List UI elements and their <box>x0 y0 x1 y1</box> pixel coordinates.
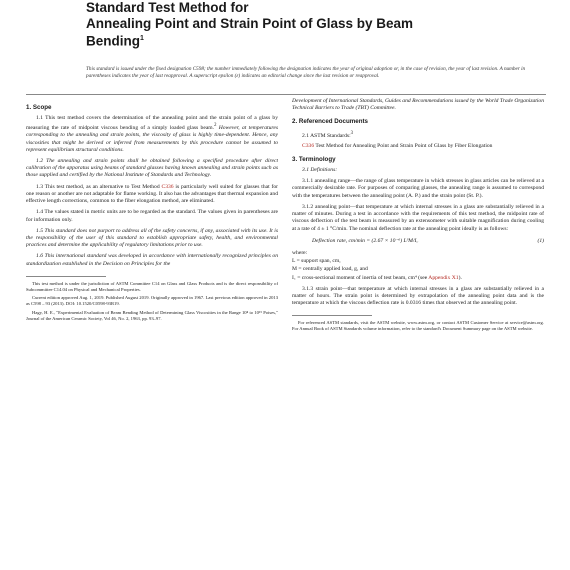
equation-1 <box>312 238 544 245</box>
where-item-m: M = centrally applied load, g, and <box>292 266 368 273</box>
footnote-1b: Current edition approved Aug. 1, 2019. Published August 2019. Originally approved in 1967. Last previous edition approved in 2013 as C598 – 93 (2013). DOI: 10.1520/C0598-93R19. <box>26 295 278 307</box>
appendix-link[interactable]: Appendix X1 <box>428 274 459 281</box>
where-label: where: <box>292 249 308 256</box>
para-1-6: 1.6 This international standard was developed in accordance with internationally recognized principles on standardization established in the Decision on Principles for the <box>26 253 278 267</box>
left-column <box>26 98 278 570</box>
title-line-3: Bending$^1$ <box>86 33 144 49</box>
footnote-divider-right <box>292 315 372 316</box>
para-1-6-cont: Development of International Standards, Guides and Recommendations issued by the World Trade Organization Technical Barriers to Trade (TBT) Committee. <box>292 98 544 112</box>
title-line-1: Standard Test Method for <box>86 0 249 15</box>
para-1-1: 1.1 This test method covers the determination of the annealing point and the strain point of a glass by measuring the rate of midpoint viscous bending of a simply loaded glass beam.$^2$ However, at temperatures corresponding to the annealing and strain points, the viscosity of glass is highly time-dependent. Hence, any viscosities that might be derived or inferred from measurements by this procedure cannot be assumed to represent equilibrium structural conditions. <box>26 115 278 153</box>
def-3-1: 3.1 Definitions: <box>302 167 338 174</box>
para-1-4: 1.4 The values stated in metric units are to be regarded as the standard. The values given in parentheses are for information only. <box>26 209 278 223</box>
equation-text: Deflection rate, cm/min = (2.67 × 10⁻⁶) L³M/I꜀ <box>312 237 419 244</box>
footnote-1: This test method is under the jurisdiction of ASTM Committee C14 on Glass and Glass Products and is the direct responsibility of Subcommittee C14.04 on Physical and Mechanical Properties. <box>26 280 278 292</box>
para-1-5: 1.5 This standard does not purport to address all of the safety concerns, if any, associated with its use. It is the responsibility of the user of this standard to establish appropriate safety, health, and environmental practices and determine the applicability of regulatory limitations prior to use. <box>26 227 278 249</box>
title-line-2: Annealing Point and Strain Point of Glass by Beam <box>86 15 414 31</box>
ref-c336-link[interactable]: C336 <box>302 142 315 149</box>
def-3-1-3: 3.1.3 strain point—that temperature at which internal stresses in a glass are substantially relieved in a matter of hours. The strain point is determined by extrapolation of the annealing point data and is the temperature at which the viscous deflection rate is 0.0316 times that observed at the annealing point. <box>292 285 544 307</box>
footnote-2: Hagy, H. E., "Experimental Evaluation of Beam Bending Method of Determining Glass Viscosities in the Range 10⁸ to 10¹⁵ Poises," Journal of the American Ceramic Society, Vol 46, No. 2, 1963, pp. 93–97. <box>26 309 278 321</box>
where-item-ic: I꜀ = cross-sectional moment of inertia of test beam, cm⁴ (see Appendix X1). <box>292 274 462 281</box>
para-1-3: 1.3 This test method, as an alternative to Test Method C336 is particularly well suited for glasses that for one reason or another are not adaptable for flame working. It also has the advantages that thermal expansion and effective length corrections, common to the fiber elongation method, are eliminated. <box>26 183 278 205</box>
footnote-divider <box>26 276 106 277</box>
header-divider <box>26 94 546 95</box>
referenced-docs-heading: 2. Referenced Documents <box>292 118 368 126</box>
ref-c336: C336 Test Method for Annealing Point and Strain Point of Glass by Fiber Elongation <box>302 142 493 149</box>
terminology-heading: 3. Terminology <box>292 155 336 163</box>
right-column <box>292 98 544 570</box>
scope-heading: 1. Scope <box>26 104 52 111</box>
equation-number: (1) <box>537 237 544 244</box>
document-title <box>86 0 516 49</box>
para-1-2: 1.2 The annealing and strain points shall be obtained following a specified procedure after direct calibration of the apparatus using beams of standard glasses having known annealing and strain points such as those supplied and certified by the National Institute of Standards and Technology. <box>26 158 278 179</box>
title-footnote-mark: 1 <box>140 35 144 42</box>
ref-2-1: 2.1 ASTM Standards:$^3$ <box>302 130 353 139</box>
footnote-3: For referenced ASTM standards, visit the ASTM website, www.astm.org, or contact ASTM Customer Service at service@astm.org. For Annual Book of ASTM Standards volume information, refer to the standard's Document Summary page on the ASTM website. <box>292 320 544 332</box>
link-c336[interactable]: C336 <box>161 183 174 190</box>
designation-notice: This standard is issued under the fixed designation C598; the number immediately following the designation indicates the year of original adoption or, in the case of revision, the year of last revision. A number in parentheses indicates the year of last reapproval. A superscript epsilon (ε) indicates an editorial change since the last revision or reapproval. <box>86 66 526 79</box>
where-item-l: L = support span, cm, <box>292 258 341 265</box>
def-3-1-1: 3.1.1 annealing range—the range of glass temperature in which stresses in glass articles can be relieved at a commercially desirable rate. For purposes of comparing glasses, the annealing range is assumed to correspond with the temperatures between the annealing point (A. P.) and the strain point (St. P.). <box>292 178 544 199</box>
def-3-1-2: 3.1.2 annealing point—that temperature at which internal stresses in a glass are substantially relieved in a matter of minutes. During a test in accordance with the requirements of this test method, the midpoint rate of viscous deflection of the test beam is measured by an extensometer with suitable magnification during cooling at a rate of 4 ± 1 °C/min. The nominal deflection rate at the annealing point ideally is as follows: <box>292 203 544 232</box>
